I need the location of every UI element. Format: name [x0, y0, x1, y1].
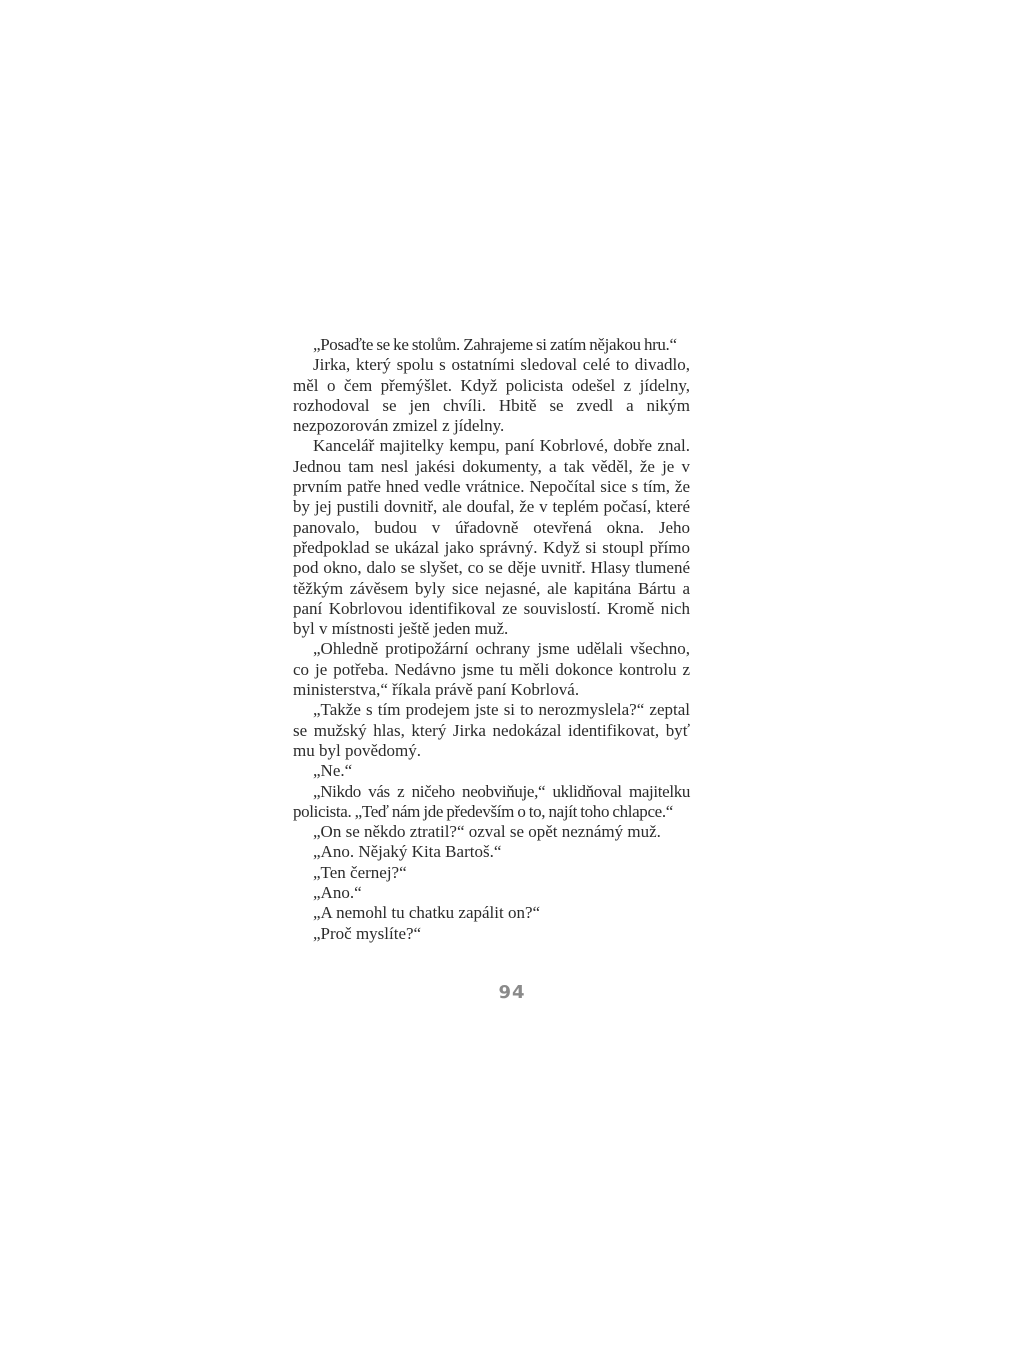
- paragraph: „Proč myslíte?“: [313, 923, 422, 943]
- paragraph: „Ten černej?“: [313, 862, 407, 882]
- page-number: 94: [498, 982, 526, 1003]
- paragraph: „Ano.“: [313, 883, 362, 903]
- paragraph: „A nemohl tu chatku zapálit on?“: [313, 903, 541, 923]
- paragraph: „Ano. Nějaký Kita Bartoš.“: [313, 842, 502, 862]
- body-text: [293, 335, 690, 944]
- paragraph: „Ne.“: [313, 761, 353, 781]
- paragraph: Jirka, který spolu s ostatními sledoval celé to divadlo, měl o čem přemýšlet. Když policista odešel z jídelny, rozhodoval se jen chvíli. Hbitě se zvedl a nikým nezpozorován zmizel z jídelny.: [293, 355, 690, 436]
- paragraph: „Takže s tím prodejem jste si to nerozmyslela?“ zeptal se mužský hlas, který Jirka nedokázal identifikovat, byť mu byl povědomý.: [293, 700, 690, 760]
- paragraph: „Ohledně protipožární ochrany jsme udělali všechno, co je potřeba. Nedávno jsme tu měli dokonce kontrolu z ministerstva,“ říkala právě paní Kobrlová.: [293, 639, 690, 700]
- paragraph: „Posaďte se ke stolům. Zahrajeme si zatím nějakou hru.“: [313, 335, 677, 354]
- paragraph: „On se někdo ztratil?“ ozval se opět neznámý muž.: [313, 822, 661, 842]
- paragraph: „Nikdo vás z ničeho neobviňuje,“ uklidňoval majitelku policista. „Teď nám jde především o to, najít toho chlapce.“: [293, 781, 690, 821]
- paragraph: Kancelář majitelky kempu, paní Kobrlové, dobře znal. Jednou tam nesl jakési dokumenty, a tak věděl, že je v prvním patře hned vedle vrátnice. Nepočítal sice s tím, že by jej pustili dovnitř, ale doufal, že v teplém počasí, které panovalo, budou v úřadovně otevřená okna. Jeho předpoklad se ukázal jako správný. Když si stoupl přímo pod okno, dalo se slyšet, co se děje uvnitř. Hlasy tlumené těžkým závěsem byly sice nejasné, ale kapitána Bártu a paní Kobrlovou identifikoval ze souvislostí. Kromě nich byl v místnosti ještě jeden muž.: [293, 436, 690, 639]
